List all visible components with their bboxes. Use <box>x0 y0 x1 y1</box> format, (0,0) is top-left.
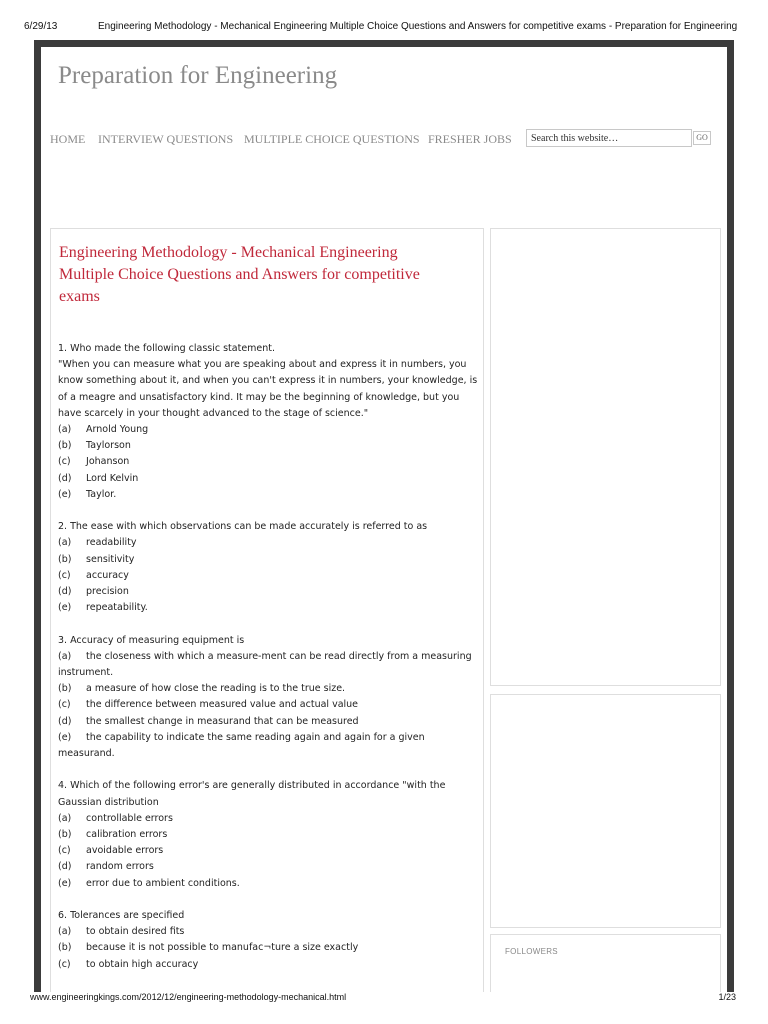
print-date: 6/29/13 <box>24 21 58 32</box>
post-title[interactable]: Engineering Methodology - Mechanical Engineering Multiple Choice Questions and Answers for competitive exams <box>59 244 420 305</box>
option-text: avoidable errors <box>86 845 164 857</box>
answer-option <box>58 681 478 697</box>
option-text: Johanson <box>86 456 130 468</box>
option-label: (a) <box>58 424 72 436</box>
nav-item-home[interactable]: HOME <box>50 132 86 146</box>
option-label: (d) <box>58 586 72 598</box>
answer-option <box>58 730 478 762</box>
answer-option <box>58 811 478 827</box>
option-label: (e) <box>58 602 72 614</box>
site-title[interactable]: Preparation for Engineering <box>58 62 338 89</box>
answer-option <box>58 827 478 843</box>
option-text: the smallest change in measurand that can be measured <box>86 715 359 727</box>
option-label: (c) <box>58 569 71 581</box>
nav-item-interview-questions[interactable]: INTERVIEW QUESTIONS <box>98 132 234 146</box>
answer-option <box>58 568 478 584</box>
option-label: (d) <box>58 861 72 873</box>
option-label: (b) <box>58 829 72 841</box>
print-footer <box>0 992 768 1012</box>
answer-option <box>58 438 478 454</box>
answer-option <box>58 924 478 940</box>
answer-option <box>58 957 478 973</box>
print-header <box>0 0 768 34</box>
option-text: to obtain desired fits <box>86 926 185 938</box>
option-text: Taylorson <box>86 440 131 452</box>
answer-option <box>58 843 478 859</box>
answer-option <box>58 487 478 503</box>
option-text: accuracy <box>86 569 129 581</box>
option-label: (c) <box>58 699 71 711</box>
option-text: Taylor. <box>86 488 117 500</box>
option-text: controllable errors <box>86 812 173 824</box>
nav-item-fresher-jobs[interactable]: FRESHER JOBS <box>428 132 512 146</box>
print-page-number: 1/23 <box>718 992 736 1002</box>
answer-option <box>58 859 478 875</box>
option-label: (e) <box>58 877 72 889</box>
option-text: precision <box>86 586 129 598</box>
option-label: (a) <box>58 812 72 824</box>
option-label: (a) <box>58 650 72 662</box>
question-list <box>58 341 478 989</box>
option-text: error due to ambient conditions. <box>86 877 240 889</box>
search-go-button[interactable]: GO <box>693 131 711 145</box>
option-text: the capability to indicate the same reading again and again for a given measurand. <box>58 731 425 760</box>
option-text: the difference between measured value and actual value <box>86 699 359 711</box>
answer-option <box>58 600 478 616</box>
question-item <box>58 519 478 616</box>
print-page-title: Engineering Methodology - Mechanical Engineering Multiple Choice Questions and Answers for competitive exams - Preparation for Engineering <box>98 21 738 32</box>
option-label: (c) <box>58 845 71 857</box>
answer-option <box>58 697 478 713</box>
option-label: (b) <box>58 553 72 565</box>
answer-option <box>58 714 478 730</box>
answer-option <box>58 454 478 470</box>
sidebar-widget-blank <box>490 228 721 686</box>
option-text: to obtain high accuracy <box>86 958 199 970</box>
answer-option <box>58 422 478 438</box>
option-label: (d) <box>58 715 72 727</box>
option-text: Lord Kelvin <box>86 472 139 484</box>
answer-option <box>58 471 478 487</box>
option-text: the closeness with which a measure-ment can be read directly from a measuring instrument. <box>58 650 472 679</box>
question-stem: 1. Who made the following classic statement. <box>58 343 276 354</box>
option-label: (d) <box>58 472 72 484</box>
option-label: (a) <box>58 537 72 549</box>
question-item <box>58 908 478 973</box>
option-text: repeatability. <box>86 602 148 614</box>
question-quote: "When you can measure what you are speaking about and express it in numbers, you know something about it, and when you can't express it in numbers, your knowledge, is of a meagre and unsatisfactory kind. It may be the beginning of knowledge, but you have scarcely in your thought advanced to the stage of science." <box>58 359 478 419</box>
option-label: (b) <box>58 440 72 452</box>
question-stem: 4. Which of the following error's are generally distributed in accordance "with the Gaussian distribution <box>58 780 446 808</box>
option-label: (a) <box>58 926 72 938</box>
question-item <box>58 778 478 891</box>
question-stem: 2. The ease with which observations can be made accurately is referred to as <box>58 521 428 533</box>
followers-title: FOLLOWERS <box>505 947 558 956</box>
option-text: random errors <box>86 861 154 873</box>
search-input[interactable] <box>526 129 692 147</box>
answer-option <box>58 876 478 892</box>
option-text: because it is not possible to manufac¬ture a size exactly <box>86 942 359 954</box>
answer-option <box>58 649 478 681</box>
answer-option <box>58 535 478 551</box>
option-text: sensitivity <box>86 553 135 565</box>
post-content <box>50 228 484 992</box>
option-label: (e) <box>58 488 72 500</box>
question-item <box>58 633 478 763</box>
option-text: Arnold Young <box>86 424 149 436</box>
option-label: (c) <box>58 958 71 970</box>
question-stem: 3. Accuracy of measuring equipment is <box>58 634 245 646</box>
option-text: calibration errors <box>86 829 168 841</box>
sidebar-followers-widget <box>490 934 721 992</box>
print-url: www.engineeringkings.com/2012/12/engineering-methodology-mechanical.html <box>30 992 347 1002</box>
sidebar-widget-blank <box>490 694 721 928</box>
nav-item-multiple-choice-questions[interactable]: MULTIPLE CHOICE QUESTIONS <box>244 132 420 146</box>
answer-option <box>58 940 478 956</box>
option-text: a measure of how close the reading is to the true size. <box>86 683 346 695</box>
answer-option <box>58 552 478 568</box>
question-item <box>58 341 478 503</box>
option-label: (c) <box>58 456 71 468</box>
option-label: (e) <box>58 731 72 743</box>
question-stem: 6. Tolerances are specified <box>58 910 185 922</box>
answer-option <box>58 584 478 600</box>
option-label: (b) <box>58 683 72 695</box>
option-text: readability <box>86 537 137 549</box>
option-label: (b) <box>58 942 72 954</box>
